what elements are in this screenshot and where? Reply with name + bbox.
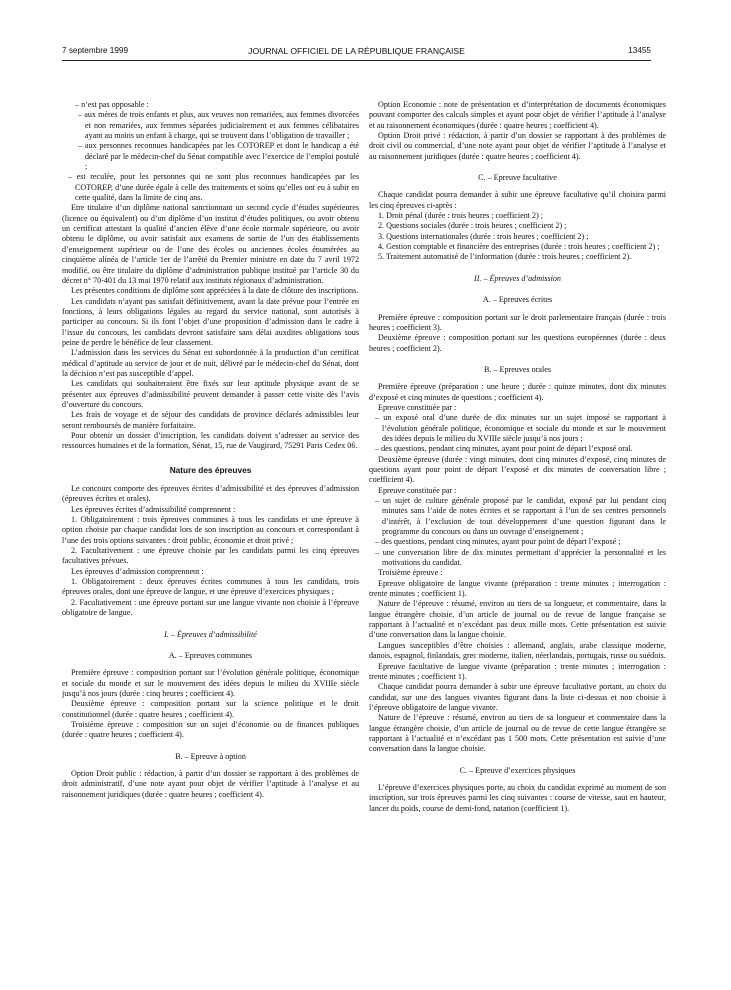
paragraph: Les présentes conditions de diplôme sont appréciées à la date de clôture des inscriptions. — [71, 286, 359, 296]
header-date: 7 septembre 1999 — [62, 46, 128, 55]
paragraph: Option Droit public : rédaction, à partir d’un dossier se rapportant à des problèmes de droit administratif, d’une note ayant pour objet de vérifier l’aptitude à l’analyse et au raisonnement juridiques (durée : quatre heures ; coefficient 4). — [62, 768, 359, 799]
paragraph: L’admission dans les services du Sénat est subordonnée à la production d’un certificat médical d’aptitude au service de jour et de nuit, délivré par le médecin-chef du Sénat, dont la décision n’est pas susceptible d’appel. — [62, 348, 359, 378]
subsection-heading: B. – Epreuves orales — [484, 364, 551, 374]
subsection-heading — [62, 630, 359, 640]
paragraph: Chaque candidat pourra demander à subir une épreuve facultative portant, au choix du candidat, sur une des langues vivantes figurant dans la liste ci-dessus et non choisie à l’épreuve obligatoire de langue vivante. — [369, 682, 666, 712]
paragraph: 2. Facultativement : une épreuve portant sur une langue vivante non choisie à l’épreuve obligatoire de langue. — [62, 597, 359, 618]
paragraph: Les candidats qui souhaiteraient être fixés sur leur aptitude physique avant de se présenter aux épreuves d’admissibilité peuvent demander à passer cette visite dès l’avis d’ouverture du concours. — [62, 379, 359, 409]
subsection-heading: C. – Epreuve facultative — [478, 173, 557, 183]
paragraph: 1. Obligatoirement : deux épreuves écrites communes à tous les candidats, trois épreuves orales, dont une épreuve de langue, et une épreuve d’exercices physiques ; — [62, 577, 359, 597]
paragraph: – n’est pas opposable : — [75, 100, 149, 109]
subsection-heading: A. – Epreuves communes — [168, 650, 253, 660]
left-column — [62, 100, 359, 800]
paragraph: Etre titulaire d’un diplôme national sanctionnant un second cycle d’études supérieures (licence ou équivalent) ou d’un diplôme d’un institut d’études politiques, ou avoir obtenu un certificat attestant la qualité d’ancien élève d’une école normale supérieure, ou avoir obtenu le diplôme, ou avoir satisfait aux examens de sortie de l’un des établissements d’enseignement supérieur ou de l’une des écoles ou anciennes écoles énumérées au cinquième alinéa de l’article 1er de l’arrêté du Premier ministre en date du 7 avril 1972 modifié, ou être titulaire du diplôme d’administration publique institué par l’article 30 du décret n° 70-401 du 13 mai 1970 relatif aux instituts régionaux d’administration. — [62, 203, 359, 285]
paragraph: Epreuve obligatoire de langue vivante (préparation : trente minutes ; interrogation : trente minutes ; coefficient 1). — [369, 578, 666, 599]
subsection-heading-text: I. – Épreuves d’admissibilité — [164, 629, 257, 639]
paragraph: Pour obtenir un dossier d’inscription, les candidats doivent s’adresser au service des ressources humaines et de la formation, Sénat, 15, rue de Vaugirard, 75291 Paris Cedex 06. — [62, 431, 359, 451]
paragraph: Les candidats n’ayant pas satisfait définitivement, avant la date prévue pour l’entrée en fonctions, à leurs obligations légales au regard du service national, sont autorisés à participer au concours. Si ils font l’objet d’une proposition d’admission dans le cadre à l’issue du concours, les candidats devront satisfaire sans délai auxdites obligations sous peine de perdre le bénéfice de leur classement. — [62, 296, 359, 347]
paragraph: Epreuve constituée par : — [378, 485, 457, 495]
paragraph: – une conversation libre de dix minutes permettant d’apprécier la personnalité et les motivations du candidat. — [375, 547, 666, 568]
section-heading: Nature des épreuves — [169, 464, 252, 475]
paragraph: – aux personnes reconnues handicapées par les COTOREP et dont le handicap a été déclaré par le médecin-chef du Sénat compatible avec l’exercice de l’emploi postulé ; — [78, 141, 359, 172]
paragraph: Première épreuve : composition portant sur l’évolution générale politique, économique et sociale du monde et sur le mouvement des idées depuis le milieu du XVIIIe siècle jusqu’à nos jours (durée : cinq heures ; coefficient 4). — [62, 668, 359, 698]
paragraph: 3. Questions internationales (durée : trois heures ; coefficient 2) ; — [378, 231, 589, 241]
paragraph: Epreuve constituée par : — [378, 402, 457, 412]
paragraph: L’épreuve d’exercices physiques porte, au choix du candidat exprimé au moment de son inscription, sur trois épreuves parmi les cinq suivantes : course de vitesse, saut en hauteur, lancer du poids, course de demi-fond, natation (coefficient 1). — [369, 782, 666, 813]
subsection-heading: C. – Epreuve d’exercices physiques — [459, 765, 576, 775]
paragraph: 2. Facultativement : une épreuve choisie par les candidats parmi les cinq épreuves facultatives prévues. — [62, 546, 359, 566]
subsection-heading: A. – Epreuves écrites — [482, 295, 553, 305]
paragraph: Chaque candidat pourra demander à subir une épreuve facultative qu’il choisira parmi les cinq épreuves ci-après : — [369, 190, 666, 210]
paragraph: 5. Traitement automatisé de l’information (durée : trois heures ; coefficient 2). — [378, 252, 632, 262]
paragraph: 1. Obligatoirement : trois épreuves communes à tous les candidats et une épreuve à option choisie par chaque candidat lors de son inscription au concours et correspondant à l’une des trois options suivantes : droit public, économie et droit privé ; — [62, 515, 359, 545]
paragraph: 1. Droit pénal (durée : trois heures ; coefficient 2) ; — [378, 211, 544, 221]
paragraph: Option Economie : note de présentation et d’interprétation de documents économiques pouvant comporter des calculs simples et ayant pour objet de vérifier l’aptitude à l’analyse et au raisonnement économiques (durée : quatre heures ; coefficient 4). — [369, 100, 666, 130]
paragraph: Nature de l’épreuve : résumé, environ au tiers de sa longueur, et commentaire, dans la langue étrangère choisie, d’un article de journal ou de revue de langue française se rapportant à l’actualité et n’excédant pas deux mille mots. Cette présentation est suivie d’une conversation dans la langue choisie. — [369, 599, 666, 640]
paragraph: – des questions, pendant cinq minutes, ayant pour point de départ l’exposé oral. — [375, 444, 633, 454]
paragraph: – des questions, pendant cinq minutes, ayant pour point de départ l’exposé ; — [375, 537, 621, 547]
paragraph: – aux mères de trois enfants et plus, aux veuves non remariées, aux femmes divorcées et non remariées, aux femmes séparées judiciairement et aux femmes célibataires ayant au moins un enfant à charge, qui se trouvent dans l’obligation de travailler ; — [78, 110, 359, 141]
paragraph: Les épreuves écrites d’admissibilité comprennent : — [71, 504, 236, 514]
paragraph: Deuxième épreuve : composition portant sur les questions européennes (durée : deux heures ; coefficient 2). — [369, 333, 666, 353]
paragraph: 2. Questions sociales (durée : trois heures ; coefficient 2) ; — [378, 221, 567, 231]
subsection-heading — [369, 274, 666, 284]
subsection-heading-text: II. – Épreuves d’admission — [474, 273, 561, 283]
page-header — [62, 46, 651, 61]
paragraph: Les épreuves d’admission comprennent : — [71, 566, 204, 576]
paragraph: Troisième épreuve : — [378, 568, 443, 578]
paragraph: Deuxième épreuve : composition portant sur la science politique et le droit constitutionnel (durée : quatre heures ; coefficient 4). — [62, 699, 359, 719]
paragraph: – un exposé oral d’une durée de dix minutes sur un sujet imposé se rapportant à l’évolution générale politique, économique et sociale du monde et sur le mouvement des idées depuis le milieu du XVIIIe siècle jusqu’à nos jours ; — [375, 413, 666, 443]
paragraph: Langues susceptibles d’être choisies : allemand, anglais, arabe classique moderne, danois, espagnol, finlandais, grec moderne, italien, néerlandais, portugais, russe ou suédois. — [369, 640, 666, 661]
paragraph: Option Droit privé : rédaction, à partir d’un dossier se rapportant à des problèmes de droit civil ou commercial, d’une note ayant pour objet de vérifier l’aptitude à l’analyse et au raisonnement juridiques (durée : quatre heures ; coefficient 4). — [369, 131, 666, 161]
paragraph: Nature de l’épreuve : résumé, environ au tiers de sa longueur et commentaire dans la langue étrangère choisie, d’un article de journal ou de revue de cette langue étrangère se rapportant à l’actualité et n’excédant pas 1 500 mots. Cette présentation est suivie d’une conversation dans la langue choisie. — [369, 713, 666, 754]
subsection-heading: B. – Epreuve à option — [175, 751, 246, 761]
paragraph: – un sujet de culture générale proposé par le candidat, exposé par lui pendant cinq minutes sans l’aide de notes écrites et se rapportant à l’un de ses centres personnels d’intérêt, à l’exclusion de tout développement d’une question figurant dans le programme du concours ou dans un ouvrage d’enseignement ; — [375, 496, 666, 537]
paragraph: 4. Gestion comptable et financière des entreprises (durée : trois heures ; coefficient 2) ; — [378, 242, 660, 252]
paragraph: Troisième épreuve : composition sur un sujet d’économie ou de finances publiques (durée : quatre heures ; coefficient 4). — [62, 719, 359, 740]
paragraph: Epreuve facultative de langue vivante (préparation : trente minutes ; interrogation : trente minutes ; coefficient 1). — [369, 661, 666, 681]
header-page-number: 13455 — [628, 46, 651, 55]
paragraph: – est reculée, pour les personnes qui ne sont plus reconnues handicapées par les COTOREP, d’une durée égale à celle des traitements et soins qu’elles ont eu à subir en cette qualité, dans la limite de cinq ans. — [68, 172, 359, 203]
paragraph: Première épreuve (préparation : une heure ; durée : quinze minutes, dont dix minutes d’exposé et cinq minutes de questions ; coefficient 4). — [369, 382, 666, 402]
header-journal-title: JOURNAL OFFICIEL DE LA RÉPUBLIQUE FRANÇAISE — [248, 46, 465, 56]
paragraph: Deuxième épreuve (durée : vingt minutes, dont cinq minutes d’exposé, cinq minutes de questions ayant pour point de départ l’exposé et dix minutes de conversation libre ; coefficient 4). — [369, 454, 666, 485]
paragraph: Première épreuve : composition portant sur le droit parlementaire français (durée : trois heures ; coefficient 3). — [369, 312, 666, 332]
paragraph: Le concours comporte des épreuves écrites d’admissibilité et des épreuves d’admission (épreuves écrites et orales). — [62, 484, 359, 504]
paragraph: Les frais de voyage et de séjour des candidats de province déclarés admissibles leur seront remboursés de manière forfaitaire. — [62, 410, 359, 430]
right-column — [369, 100, 666, 814]
